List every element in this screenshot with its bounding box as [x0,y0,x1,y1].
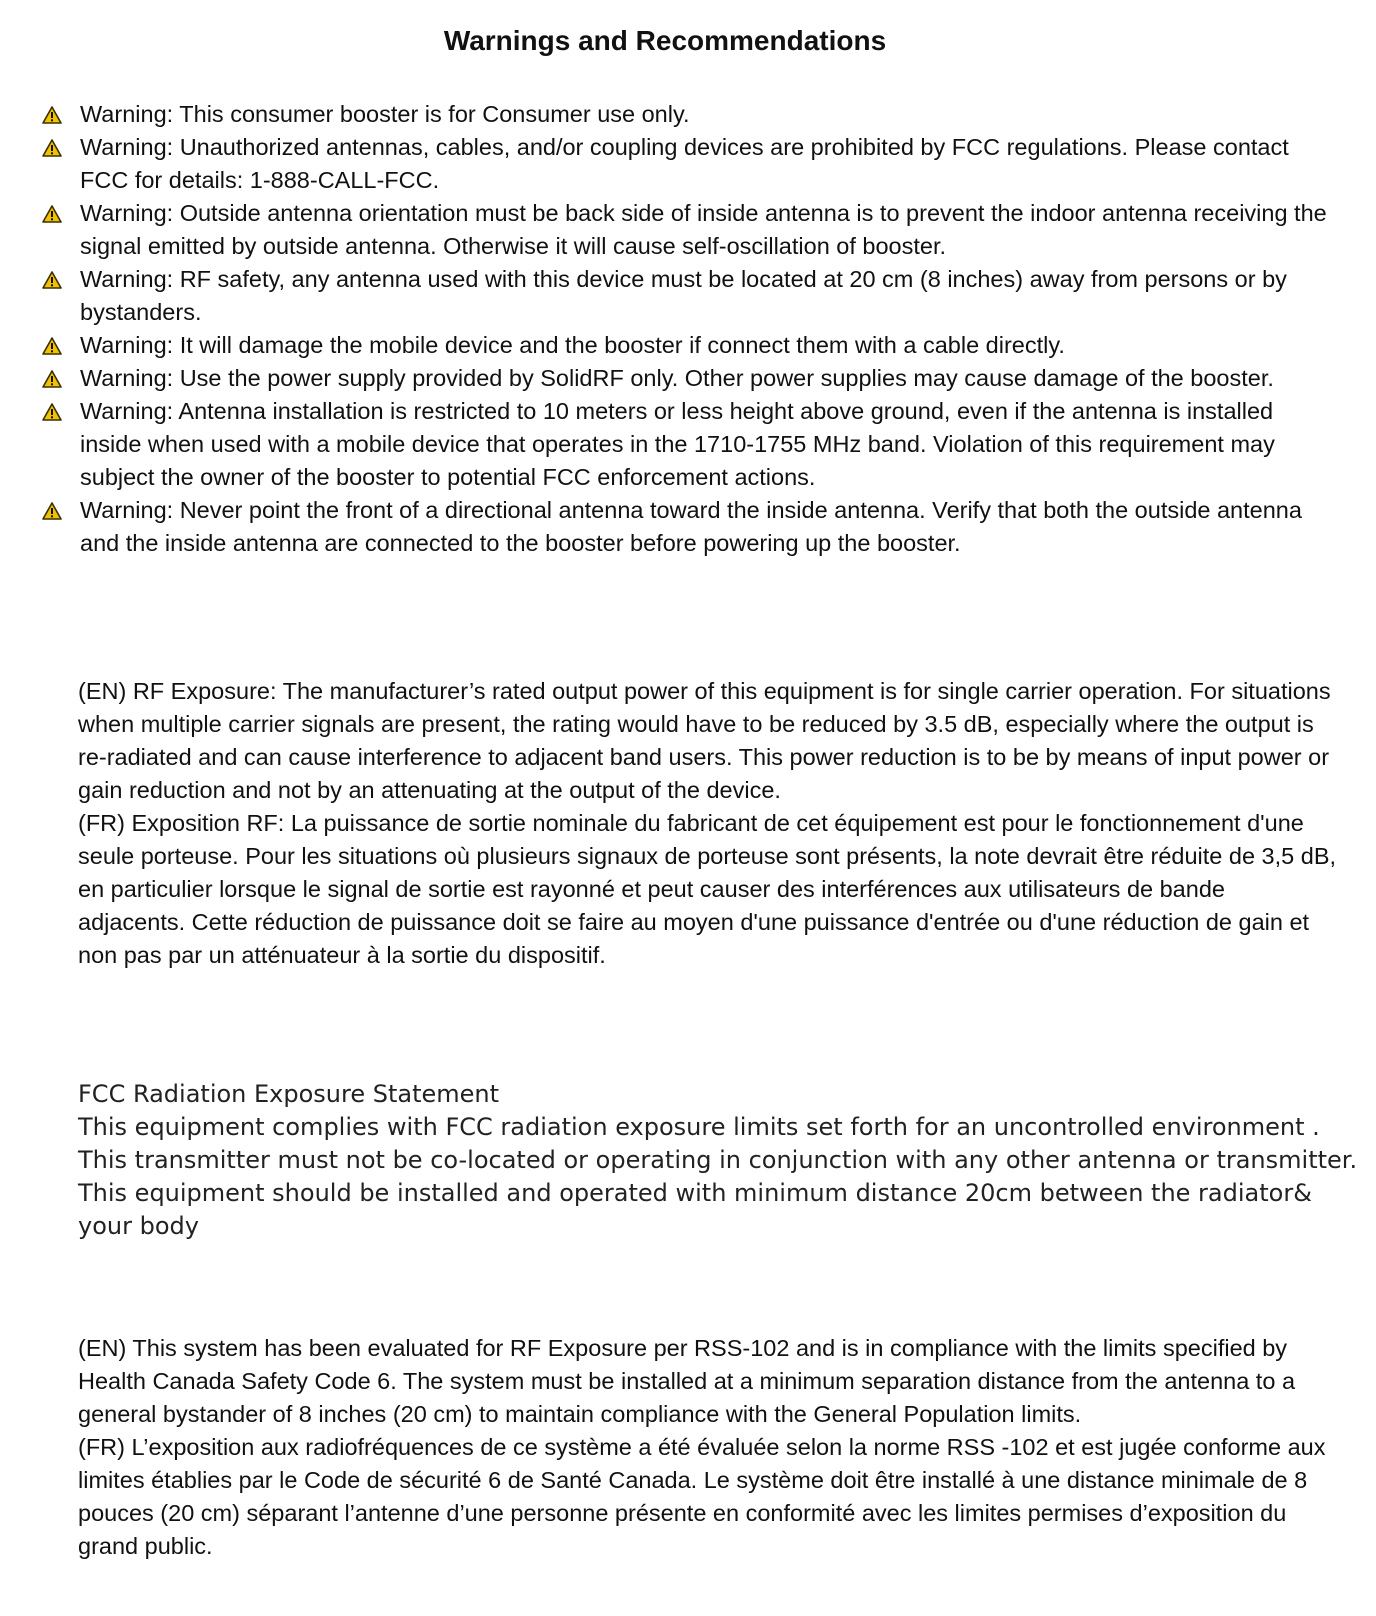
fcc-statement-line: This equipment complies with FCC radiation exposure limits set forth for an uncontrolled environment . [78,1113,1320,1141]
fcc-statement-line: This equipment should be installed and operated with minimum distance 20cm between the radiator& your body [78,1179,1312,1240]
warning-item [40,131,1340,197]
warning-item [40,395,1340,494]
warning-text: Warning: Never point the front of a directional antenna toward the inside antenna. Verify that both the outside antenna and the inside antenna are connected to the booster before powering up the booster. [80,497,1302,556]
fcc-statement-heading: FCC Radiation Exposure Statement [78,1080,500,1108]
fcc-statement-line: This transmitter must not be co-located or operating in conjunction with any other antenna or transmitter. [78,1146,1358,1174]
warning-item [40,329,1340,362]
warning-item [40,494,1340,560]
rss102-fr: (FR) L’exposition aux radiofréquences de ce système a été évaluée selon la norme RSS -102 et est jugée conforme aux limites établies par le Code de sécurité 6 de Santé Canada. Le système doit être installé à une distance minimale de 8 pouces (20 cm) séparant l’antenne d’une personne présente en conformité avec les limites permises d’exposition du grand public. [78,1434,1326,1559]
page-title: Warnings and Recommendations [443,25,887,56]
warning-text: Warning: RF safety, any antenna used with this device must be located at 20 cm (8 inches) away from persons or by bystanders. [80,266,1287,325]
warning-triangle-icon [42,205,62,223]
warning-triangle-icon [42,139,62,157]
warning-text: Warning: Antenna installation is restricted to 10 meters or less height above ground, even if the antenna is installed inside when used with a mobile device that operates in the 1710-1755 MHz band. Violation of this requirement may subject the owner of the booster to potential FCC enforcement actions. [80,398,1275,490]
rf-exposure-fr: (FR) Exposition RF: La puissance de sortie nominale du fabricant de cet équipement est pour le fonctionnement d'une seule porteuse. Pour les situations où plusieurs signaux de porteuse sont présents, la note devrait être réduite de 3,5 dB, en particulier lorsque le signal de sortie est rayonné et peut causer des interférences aux utilisateurs de bande adjacents. Cette réduction de puissance doit se faire au moyen d'une puissance d'entrée ou d'une réduction de gain et non pas par un atténuateur à la sortie du dispositif. [78,810,1337,968]
warning-triangle-icon [42,106,62,124]
warning-triangle-icon [42,337,62,355]
warning-text: Warning: Unauthorized antennas, cables, and/or coupling devices are prohibited by FCC regulations. Please contact FCC for details: 1-888-CALL-FCC. [80,134,1289,193]
rss102-en: (EN) This system has been evaluated for RF Exposure per RSS-102 and is in compliance with the limits specified by Health Canada Safety Code 6. The system must be installed at a minimum separation distance from the antenna to a general bystander of 8 inches (20 cm) to maintain compliance with the General Population limits. [78,1335,1296,1427]
warning-triangle-icon [42,502,62,520]
rss102-section [78,1332,1338,1563]
warning-text: Warning: Use the power supply provided by SolidRF only. Other power supplies may cause damage of the booster. [80,365,1274,391]
warning-item [40,197,1340,263]
warning-item [40,98,1340,131]
rf-exposure-en: (EN) RF Exposure: The manufacturer’s rated output power of this equipment is for single carrier operation. For situations when multiple carrier signals are present, the rating would have to be reduced by 3.5 dB, especially where the output is re-radiated and can cause interference to adjacent band users. This power reduction is to be by means of input power or gain reduction and not by an attenuating at the output of the device. [78,678,1331,803]
warning-triangle-icon [42,403,62,421]
warning-text: Warning: It will damage the mobile device and the booster if connect them with a cable directly. [80,332,1065,358]
warning-text: Warning: This consumer booster is for Consumer use only. [80,101,690,127]
warning-triangle-icon [42,370,62,388]
warning-item [40,263,1340,329]
warning-triangle-icon [42,271,62,289]
warnings-list [40,98,1340,560]
rf-exposure-section [78,675,1338,972]
warning-item [40,362,1340,395]
warning-text: Warning: Outside antenna orientation must be back side of inside antenna is to prevent the indoor antenna receiving the signal emitted by outside antenna. Otherwise it will cause self-oscillation of booster. [80,200,1327,259]
fcc-statement-section [78,1078,1358,1243]
